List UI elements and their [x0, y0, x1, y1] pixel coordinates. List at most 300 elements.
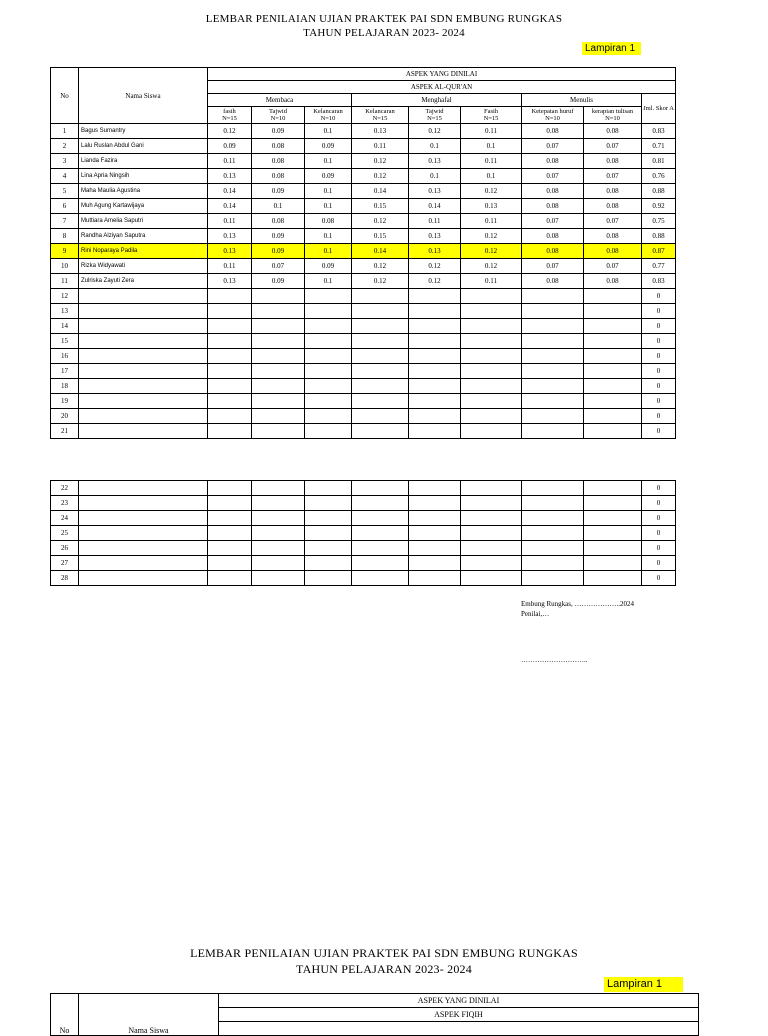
table-row — [51, 571, 676, 586]
score-cell — [352, 394, 409, 409]
score-cell: 0.12 — [352, 169, 409, 184]
row-number: 23 — [51, 496, 79, 511]
score-cell: 0.08 — [584, 154, 642, 169]
student-name: Bagus Sumantry — [79, 124, 208, 139]
criterion-max: N=10 — [320, 115, 336, 122]
student-name: Lianda Fazira — [79, 154, 208, 169]
score-cell — [409, 379, 461, 394]
score-cell: 0.13 — [461, 199, 522, 214]
score-cell: 0.12 — [461, 229, 522, 244]
score-cell: 0.1 — [305, 199, 352, 214]
empty-cell — [584, 571, 642, 586]
row-number: 22 — [51, 481, 79, 496]
score-cell — [305, 379, 352, 394]
score-cell — [352, 304, 409, 319]
empty-cell — [305, 571, 352, 586]
table-row — [51, 124, 676, 139]
criterion-name: Tajwid — [269, 108, 287, 115]
empty-cell — [522, 571, 584, 586]
student-name: Lalu Ruslan Abdul Gani — [79, 139, 208, 154]
score-cell — [305, 289, 352, 304]
row-number: 15 — [51, 334, 79, 349]
score-cell — [409, 409, 461, 424]
score-cell — [522, 394, 584, 409]
total-score: 0 — [642, 409, 676, 424]
score-cell — [461, 424, 522, 439]
total-score: 0.77 — [642, 259, 676, 274]
row-number: 2 — [51, 139, 79, 154]
empty-cell — [461, 556, 522, 571]
score-cell — [305, 364, 352, 379]
empty-cell — [252, 541, 305, 556]
row-number: 10 — [51, 259, 79, 274]
score-cell: 0.12 — [352, 214, 409, 229]
score-cell — [409, 349, 461, 364]
criterion-max: N=15 — [372, 115, 388, 122]
score-cell: 0.07 — [522, 214, 584, 229]
row-number: 1 — [51, 124, 79, 139]
total-score: 0 — [642, 304, 676, 319]
fiqih-table — [50, 993, 699, 1036]
empty-cell — [305, 541, 352, 556]
row-number: 5 — [51, 184, 79, 199]
score-cell: 0.08 — [522, 244, 584, 259]
menulis-header: Menulis — [522, 94, 642, 107]
empty-cell — [409, 541, 461, 556]
row-number: 21 — [51, 424, 79, 439]
table-row — [51, 394, 676, 409]
page2-lampiran-label: Lampiran 1 — [604, 977, 683, 992]
table-row — [51, 526, 676, 541]
score-cell: 0.14 — [409, 199, 461, 214]
score-cell: 0.08 — [252, 169, 305, 184]
table-row — [51, 364, 676, 379]
row-number: 4 — [51, 169, 79, 184]
empty-cell — [584, 511, 642, 526]
total-score: 0 — [642, 319, 676, 334]
empty-cell — [409, 511, 461, 526]
empty-cell — [79, 556, 208, 571]
empty-cell — [461, 496, 522, 511]
score-cell: 0.11 — [461, 154, 522, 169]
score-cell — [409, 304, 461, 319]
score-cell: 0.13 — [208, 244, 252, 259]
score-cell — [305, 424, 352, 439]
score-cell — [352, 349, 409, 364]
score-cell — [208, 349, 252, 364]
table-row — [51, 496, 676, 511]
score-cell — [208, 424, 252, 439]
table-row — [51, 289, 676, 304]
score-cell — [584, 394, 642, 409]
table-row — [51, 229, 676, 244]
score-cell: 0.1 — [461, 169, 522, 184]
score-cell: 0.08 — [584, 274, 642, 289]
page2-title: LEMBAR PENILAIAN UJIAN PRAKTEK PAI SDN EMBUNG RUNGKAS — [190, 946, 578, 960]
score-cell — [584, 349, 642, 364]
score-cell: 0.13 — [409, 244, 461, 259]
criterion-header — [352, 107, 409, 124]
empty-cell — [409, 481, 461, 496]
score-cell — [409, 289, 461, 304]
total-score: 0 — [642, 289, 676, 304]
score-cell — [208, 289, 252, 304]
page-subtitle: TAHUN PELAJARAN 2023- 2024 — [303, 27, 465, 39]
empty-cell — [352, 526, 409, 541]
criterion-name: fasih — [223, 108, 236, 115]
empty-cell — [252, 571, 305, 586]
total-score: 0.76 — [642, 169, 676, 184]
score-cell: 0.1 — [305, 229, 352, 244]
empty-cell — [79, 496, 208, 511]
score-cell: 0.11 — [208, 154, 252, 169]
table-row — [51, 379, 676, 394]
score-cell — [352, 379, 409, 394]
total-score: 0 — [642, 334, 676, 349]
total-score: 0.88 — [642, 229, 676, 244]
empty-cell — [208, 571, 252, 586]
score-cell — [522, 334, 584, 349]
score-cell: 0.12 — [409, 124, 461, 139]
score-cell: 0.09 — [252, 229, 305, 244]
score-cell — [305, 394, 352, 409]
score-cell: 0.08 — [252, 139, 305, 154]
page2-aspek-dinilai-header: ASPEK YANG DINILAI — [219, 994, 699, 1008]
score-cell: 0.1 — [305, 184, 352, 199]
score-cell: 0.08 — [584, 244, 642, 259]
total-score: 0 — [642, 571, 676, 586]
student-name — [79, 409, 208, 424]
score-cell: 0.11 — [352, 139, 409, 154]
row-number: 8 — [51, 229, 79, 244]
criterion-header — [409, 107, 461, 124]
nama-header: Nama Siswa — [79, 68, 208, 124]
student-name — [79, 349, 208, 364]
score-cell — [352, 289, 409, 304]
student-name — [79, 379, 208, 394]
score-cell — [252, 424, 305, 439]
total-score: 0 — [642, 349, 676, 364]
score-cell: 0.12 — [352, 154, 409, 169]
score-cell — [522, 379, 584, 394]
score-cell: 0.08 — [522, 229, 584, 244]
row-number: 14 — [51, 319, 79, 334]
row-number: 9 — [51, 244, 79, 259]
score-cell: 0.08 — [522, 124, 584, 139]
empty-cell — [305, 481, 352, 496]
empty-cell — [79, 481, 208, 496]
score-cell: 0.1 — [409, 139, 461, 154]
score-cell: 0.12 — [461, 184, 522, 199]
score-cell: 0.08 — [252, 154, 305, 169]
empty-cell — [522, 541, 584, 556]
empty-cell — [352, 556, 409, 571]
score-cell — [461, 304, 522, 319]
score-cell — [305, 319, 352, 334]
score-cell: 0.08 — [522, 274, 584, 289]
score-cell: 0.08 — [584, 184, 642, 199]
empty-cell — [352, 481, 409, 496]
page2-aspek-fiqih-header: ASPEK FIQIH — [219, 1008, 699, 1022]
criterion-name: Fasih — [483, 108, 499, 115]
score-cell: 0.11 — [409, 214, 461, 229]
score-cell — [352, 334, 409, 349]
score-cell — [352, 409, 409, 424]
total-score: 0 — [642, 556, 676, 571]
empty-cell — [584, 541, 642, 556]
no-header: No — [51, 68, 79, 124]
student-name — [79, 364, 208, 379]
criterion-max: N=10 — [270, 115, 286, 122]
table-row — [51, 481, 676, 496]
score-cell — [208, 334, 252, 349]
score-cell: 0.07 — [584, 214, 642, 229]
total-score: 0 — [642, 379, 676, 394]
empty-cell — [584, 556, 642, 571]
criterion-name: kerapian tulisan — [591, 108, 634, 115]
row-number: 28 — [51, 571, 79, 586]
row-number: 11 — [51, 274, 79, 289]
empty-cell — [461, 571, 522, 586]
criterion-max: N=10 — [605, 115, 620, 122]
empty-cell — [461, 511, 522, 526]
score-cell: 0.08 — [252, 214, 305, 229]
total-score: 0.92 — [642, 199, 676, 214]
score-cell: 0.09 — [252, 124, 305, 139]
student-name: Lina Apria Ningsih — [79, 169, 208, 184]
table-row — [51, 259, 676, 274]
score-cell: 0.13 — [409, 184, 461, 199]
score-cell — [584, 319, 642, 334]
score-cell — [252, 394, 305, 409]
score-cell — [584, 409, 642, 424]
empty-cell — [522, 496, 584, 511]
score-cell: 0.12 — [461, 244, 522, 259]
score-cell — [409, 364, 461, 379]
empty-cell — [522, 511, 584, 526]
score-cell: 0.09 — [208, 139, 252, 154]
total-score: 0.81 — [642, 154, 676, 169]
score-cell: 0.09 — [252, 274, 305, 289]
score-cell: 0.1 — [305, 124, 352, 139]
menghafal-header: Menghafal — [352, 94, 522, 107]
score-cell: 0.09 — [252, 244, 305, 259]
score-cell — [305, 349, 352, 364]
score-cell — [522, 409, 584, 424]
score-cell — [409, 334, 461, 349]
empty-cell — [208, 496, 252, 511]
row-number: 25 — [51, 526, 79, 541]
criterion-max: N=15 — [427, 115, 442, 122]
score-cell: 0.14 — [208, 199, 252, 214]
score-cell: 0.07 — [252, 259, 305, 274]
score-cell — [461, 349, 522, 364]
student-name: Maha Maulia Agustina — [79, 184, 208, 199]
empty-cell — [352, 496, 409, 511]
total-score: 0 — [642, 424, 676, 439]
total-score: 0 — [642, 526, 676, 541]
student-name: Zulriska Zayuti Zera — [79, 274, 208, 289]
empty-cell — [409, 556, 461, 571]
score-cell: 0.11 — [461, 274, 522, 289]
score-cell: 0.11 — [208, 214, 252, 229]
score-cell — [584, 304, 642, 319]
row-number: 12 — [51, 289, 79, 304]
total-score: 0 — [642, 496, 676, 511]
score-cell — [461, 289, 522, 304]
student-name — [79, 319, 208, 334]
score-cell: 0.08 — [584, 229, 642, 244]
score-cell — [252, 319, 305, 334]
score-cell: 0.1 — [305, 154, 352, 169]
score-cell: 0.1 — [409, 169, 461, 184]
empty-cell — [79, 541, 208, 556]
score-cell: 0.13 — [409, 154, 461, 169]
empty-cell — [252, 481, 305, 496]
signature-penilai: Penilai,… — [521, 610, 550, 618]
score-cell: 0.08 — [584, 199, 642, 214]
score-cell — [584, 424, 642, 439]
empty-cell — [305, 496, 352, 511]
score-cell — [252, 334, 305, 349]
score-cell: 0.14 — [208, 184, 252, 199]
score-cell: 0.08 — [522, 199, 584, 214]
row-number: 17 — [51, 364, 79, 379]
table-row — [51, 349, 676, 364]
total-score: 0.83 — [642, 274, 676, 289]
student-name — [79, 334, 208, 349]
row-number: 13 — [51, 304, 79, 319]
empty-cell — [305, 526, 352, 541]
score-cell — [409, 394, 461, 409]
score-cell — [208, 409, 252, 424]
score-cell: 0.13 — [352, 124, 409, 139]
empty-cell — [352, 571, 409, 586]
row-number: 16 — [51, 349, 79, 364]
score-cell — [409, 424, 461, 439]
empty-cell — [461, 526, 522, 541]
score-cell: 0.07 — [584, 169, 642, 184]
empty-cell — [79, 511, 208, 526]
table-row — [51, 199, 676, 214]
page2-no-header: No — [51, 994, 79, 1036]
empty-cell — [305, 511, 352, 526]
row-number: 18 — [51, 379, 79, 394]
score-cell — [461, 334, 522, 349]
score-cell — [461, 379, 522, 394]
criterion-max: N=10 — [545, 115, 560, 122]
score-cell: 0.09 — [252, 184, 305, 199]
score-cell — [522, 424, 584, 439]
row-number: 19 — [51, 394, 79, 409]
score-cell — [305, 409, 352, 424]
score-cell — [584, 334, 642, 349]
score-cell: 0.07 — [522, 139, 584, 154]
score-cell — [584, 379, 642, 394]
score-cell — [522, 319, 584, 334]
score-cell: 0.09 — [305, 139, 352, 154]
student-name: Muh Agung Kartawijaya — [79, 199, 208, 214]
score-cell — [208, 364, 252, 379]
table-row — [51, 304, 676, 319]
score-cell: 0.08 — [584, 124, 642, 139]
student-name — [79, 424, 208, 439]
empty-cell — [252, 496, 305, 511]
table-row — [51, 424, 676, 439]
criterion-header — [305, 107, 352, 124]
score-cell — [252, 304, 305, 319]
empty-cell — [252, 511, 305, 526]
score-cell: 0.1 — [305, 244, 352, 259]
table-row — [51, 556, 676, 571]
signature-line: ……………………….. — [521, 656, 588, 664]
total-score: 0.87 — [642, 244, 676, 259]
score-cell — [584, 364, 642, 379]
total-score: 0 — [642, 394, 676, 409]
score-table-continued — [50, 480, 676, 586]
table-row — [51, 274, 676, 289]
score-cell — [522, 289, 584, 304]
score-cell: 0.09 — [305, 259, 352, 274]
score-cell: 0.12 — [352, 259, 409, 274]
empty-cell — [584, 481, 642, 496]
student-name — [79, 394, 208, 409]
aspek-quran-header: ASPEK AL-QUR'AN — [208, 81, 676, 94]
score-cell: 0.11 — [461, 214, 522, 229]
student-name: Rizka Widyawati — [79, 259, 208, 274]
criterion-name: Kelancaran — [313, 108, 343, 115]
score-cell: 0.15 — [352, 229, 409, 244]
score-cell — [252, 349, 305, 364]
score-cell — [352, 424, 409, 439]
table-row — [51, 139, 676, 154]
empty-cell — [352, 511, 409, 526]
criterion-header — [584, 107, 642, 124]
total-score: 0.88 — [642, 184, 676, 199]
signature-place-date: Embung Rungkas, ………………..2024 — [521, 600, 634, 608]
empty-cell — [522, 481, 584, 496]
score-cell — [305, 304, 352, 319]
empty-cell — [79, 571, 208, 586]
table-row — [51, 319, 676, 334]
score-cell: 0.1 — [305, 274, 352, 289]
empty-cell — [252, 526, 305, 541]
criterion-header — [208, 107, 252, 124]
score-cell — [208, 304, 252, 319]
total-score: 0.83 — [642, 124, 676, 139]
score-cell — [352, 364, 409, 379]
row-number: 26 — [51, 541, 79, 556]
row-number: 3 — [51, 154, 79, 169]
score-cell — [461, 364, 522, 379]
empty-cell — [305, 556, 352, 571]
score-cell: 0.07 — [522, 259, 584, 274]
lampiran-label: Lampiran 1 — [582, 42, 641, 55]
criterion-max: N=15 — [483, 115, 499, 122]
score-cell — [461, 394, 522, 409]
row-number: 6 — [51, 199, 79, 214]
student-name — [79, 304, 208, 319]
page2-nama-header: Nama Siswa — [79, 994, 219, 1036]
criterion-header — [461, 107, 522, 124]
score-cell: 0.08 — [305, 214, 352, 229]
empty-cell — [522, 556, 584, 571]
total-score: 0 — [642, 511, 676, 526]
student-name: Muttiara Amelia Saputri — [79, 214, 208, 229]
score-cell — [461, 409, 522, 424]
score-cell: 0.12 — [461, 259, 522, 274]
score-cell: 0.1 — [252, 199, 305, 214]
